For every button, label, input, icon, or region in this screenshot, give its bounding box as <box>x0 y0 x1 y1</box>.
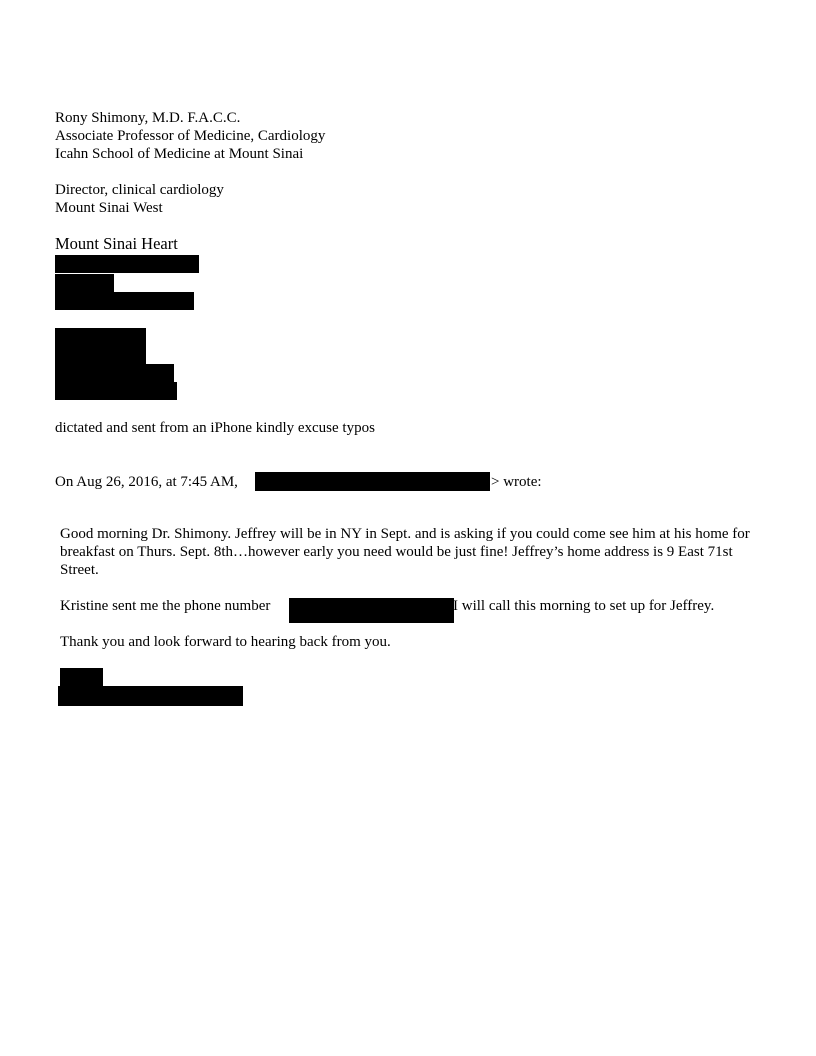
iphone-footer-note: dictated and sent from an iPhone kindly excuse typos <box>55 420 375 436</box>
signature-title: Associate Professor of Medicine, Cardiology <box>55 128 326 144</box>
signature-name: Rony Shimony, M.D. F.A.C.C. <box>55 110 241 126</box>
redaction-bar <box>55 346 146 364</box>
quote-header-suffix: > wrote: <box>491 474 542 490</box>
redaction-bar <box>55 292 194 310</box>
message-paragraph: Good morning Dr. Shimony. Jeffrey will be in NY in Sept. and is asking if you could come see him at his home for breakfast on Thurs. Sept. 8th…however early you need would be just fine! Jeffrey’s home address is 9 East 71st Street. <box>60 526 750 578</box>
redaction-bar <box>55 274 114 292</box>
redaction-bar <box>55 255 199 273</box>
quote-header-prefix: On Aug 26, 2016, at 7:45 AM, <box>55 474 238 490</box>
redacted-sender-email <box>255 472 490 491</box>
redacted-phone-number <box>289 598 454 623</box>
redaction-bar <box>55 364 174 382</box>
signature-role: Director, clinical cardiology <box>55 182 224 198</box>
redacted-sender-title <box>58 686 243 706</box>
signature-location: Mount Sinai West <box>55 200 163 216</box>
signature-school: Icahn School of Medicine at Mount Sinai <box>55 146 304 162</box>
message-paragraph-end: I will call this morning to set up for Jeffrey. <box>453 598 715 614</box>
message-paragraph: Thank you and look forward to hearing back from you. <box>60 634 391 650</box>
signature-department: Mount Sinai Heart <box>55 234 178 253</box>
redaction-bar <box>55 382 177 400</box>
redaction-bar <box>55 328 146 346</box>
message-paragraph-start: Kristine sent me the phone number <box>60 598 271 614</box>
redacted-sender-name <box>60 668 103 686</box>
